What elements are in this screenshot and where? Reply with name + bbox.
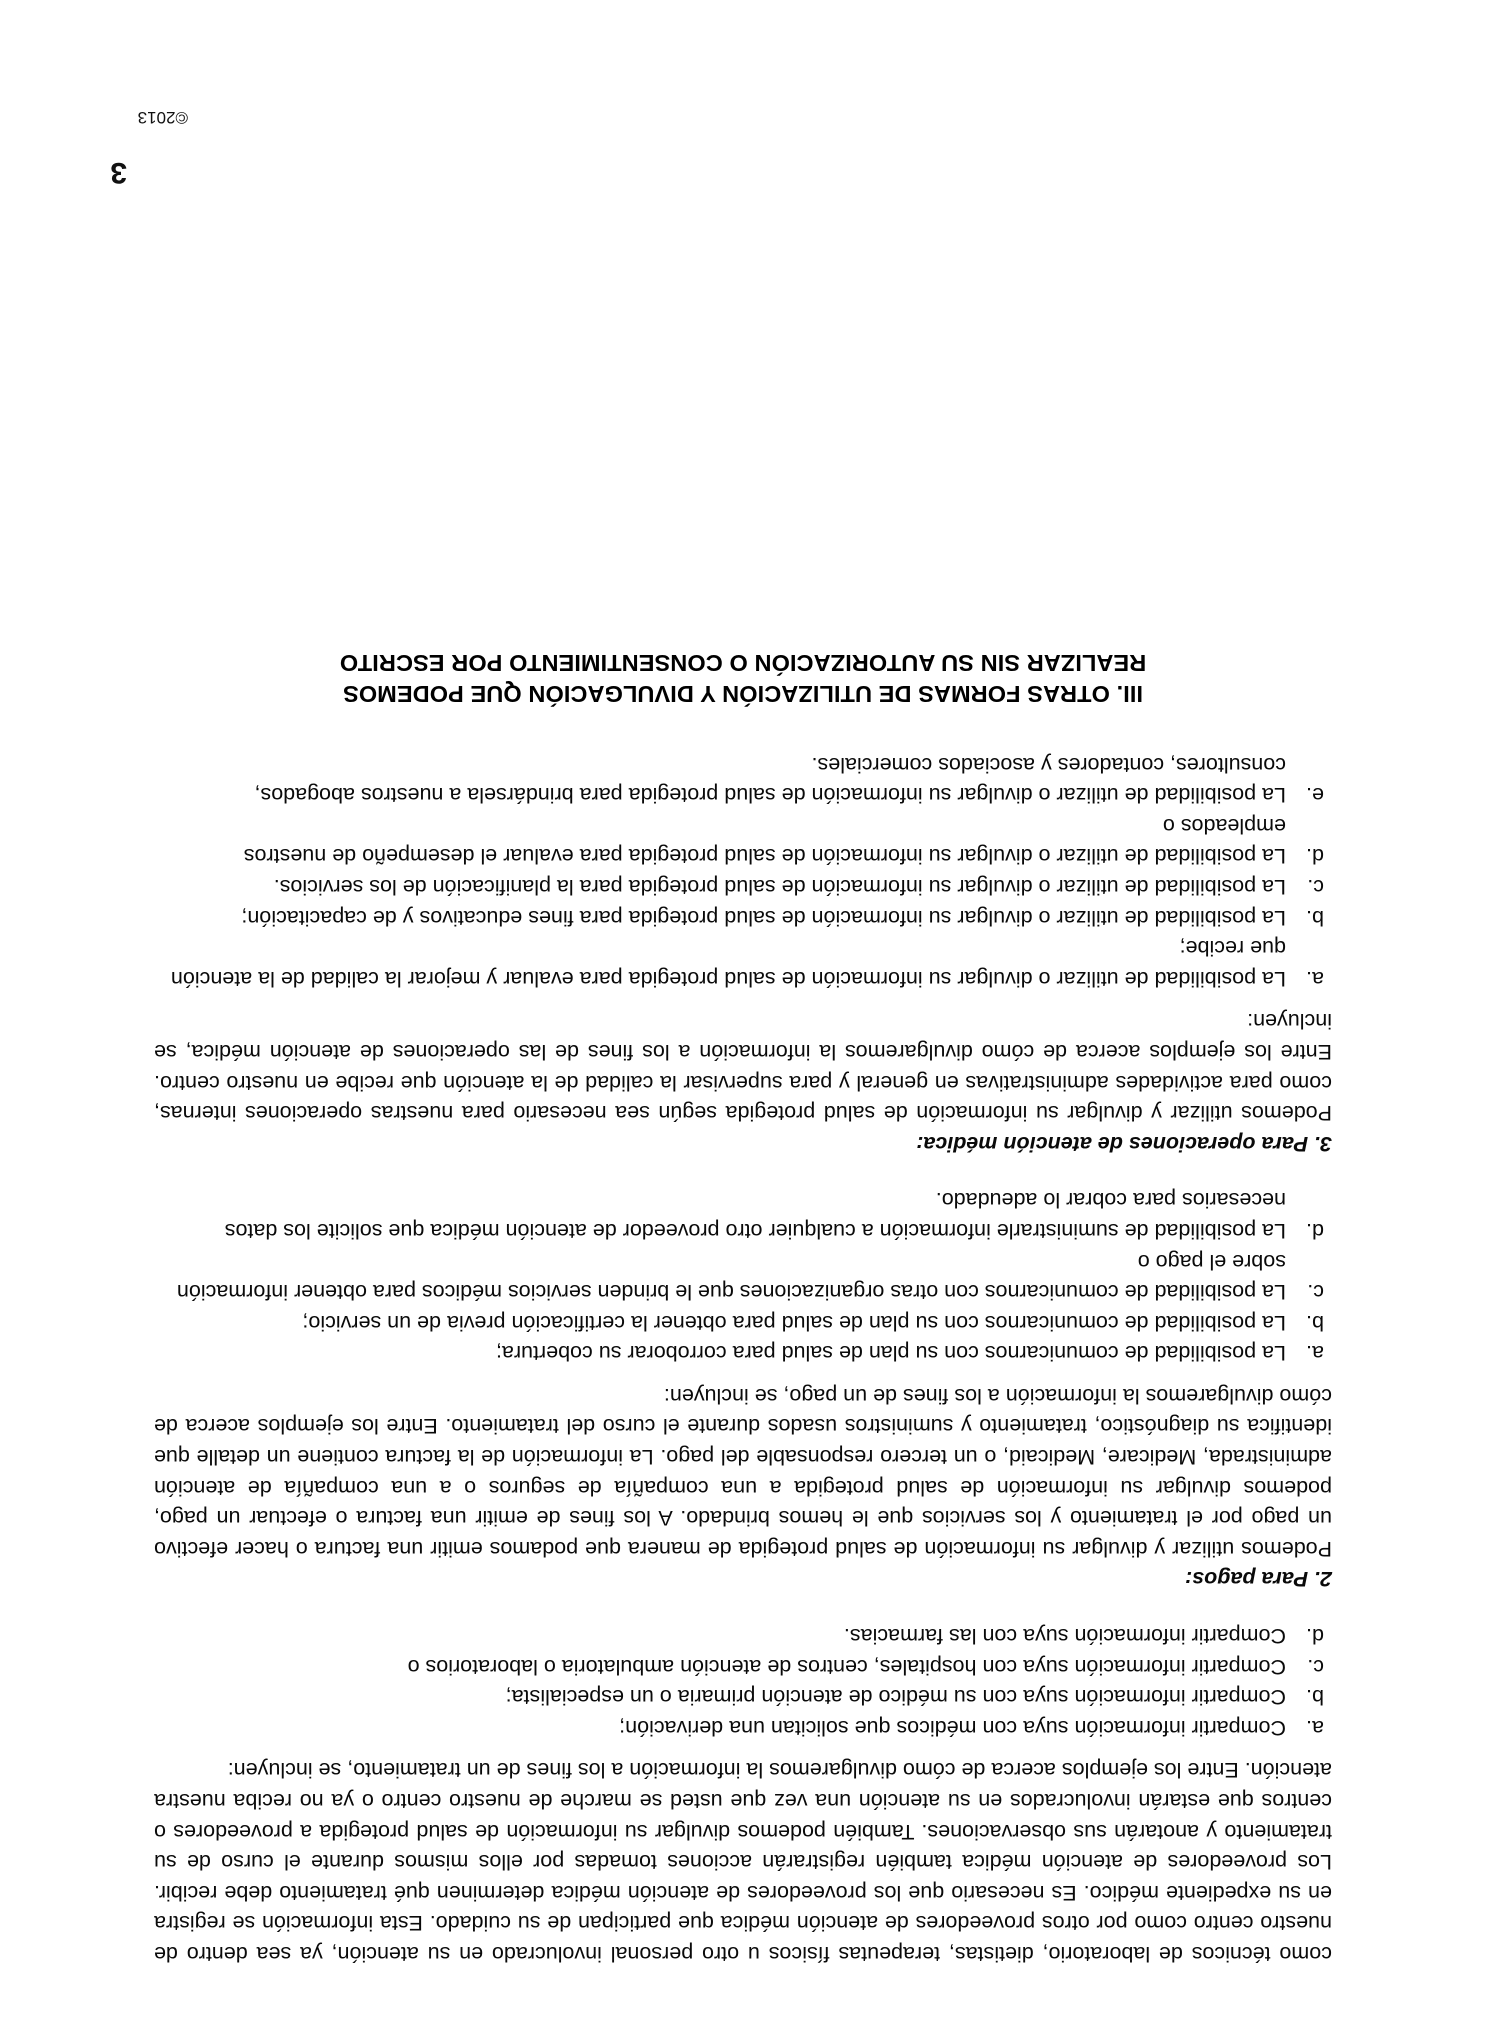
list-item-text: La posibilidad de comunicarnos con otras organizaciones que le brinden servicios médicos para obtener información sobre el pago o [176, 1249, 1286, 1305]
heading-iii-line-1: III. OTRAS FORMAS DE UTILIZACIÓN Y DIVULGACIÓN QUE PODEMOS [342, 681, 1144, 708]
list-marker: e. [1306, 783, 1324, 808]
list-marker: c. [1307, 1280, 1324, 1305]
list-item-text: La posibilidad de utilizar o divulgar su información de salud protegida para brindársela a nuestros abogados, consultores, contadores y asociados comerciales. [254, 752, 1286, 808]
section-heading-iii [154, 647, 1332, 709]
list-operaciones [154, 749, 1332, 994]
spacer [154, 709, 1332, 749]
list-marker: b. [1306, 1685, 1324, 1710]
list-item-text: La posibilidad de utilizar o divulgar su información de salud protegida para fines educativos y de capacitación; [241, 905, 1286, 930]
paragraph-pagos-intro: Podemos utilizar y divulgar su información de salud protegida de manera que podamos emitir una factura o hacer efectivo un pago por el tratamiento y los servicios que le hemos brindado. A los fines de emitir una factura o efectuar un pago, podemos divulgar su información de salud protegida a una compañía de seguros o a una compañía de atención administrada, Medicare, Medicaid, o un tercero responsable del pago. La información de la factura contiene un detalle que identifica su diagnóstico, tratamiento y suministros usados durante el curso del tratamiento. Entre los ejemplos acerca de cómo divulgaremos la información a los fines de un pago, se incluyen: [154, 1383, 1332, 1561]
spacer [154, 1159, 1332, 1185]
list-marker: a. [1306, 1715, 1324, 1740]
list-item [154, 1338, 1332, 1369]
list-item-text: La posibilidad de utilizar o divulgar su información de salud protegida para la planificación de los servicios. [273, 875, 1286, 899]
section-heading-operaciones: 3. Para operaciones de atención médica: [916, 1131, 1332, 1156]
copyright-notice: ©2013 [137, 108, 188, 127]
list-marker: c. [1307, 1654, 1324, 1679]
list-marker: b. [1306, 905, 1324, 930]
list-item-text: La posibilidad de comunicarnos con su plan de salud para corroborar su cobertura; [496, 1341, 1286, 1366]
list-item [154, 1185, 1332, 1246]
list-tratamiento [154, 1620, 1332, 1742]
page-number: 3 [110, 156, 127, 189]
list-item [154, 810, 1332, 871]
list-item-text: Compartir información suya con hospitales, centros de atención ambulatoria o laboratorios o [407, 1654, 1286, 1679]
list-item-text: Compartir información suya con médicos que solicitan una derivación; [619, 1715, 1286, 1740]
list-marker: b. [1306, 1310, 1324, 1335]
page-content [154, 647, 1332, 1969]
paragraph-tratamiento-continued: como técnicos de laboratorio, dietistas, terapeutas físicos u otro personal involucrado en su atención, ya sea dentro de nuestro centro como por otros proveedores de atención médica que participan de su cuidado. Esta información se registra en su expediente médico. Es necesario que los proveedores de atención médica determinen qué tratamiento debe recibir. Los proveedores de atención médica también registrarán acciones tomadas por ellos mismos durante el curso de su tratamiento y anotarán sus observaciones. También podemos divulgar su información de salud protegida a proveedores o centros que estarán involucrados en su atención una vez que usted se marche de nuestro centro o ya no reciba nuestra atención. Entre los ejemplos acerca de cómo divulgaremos la información a los fines de un tratamiento, se incluyen: [154, 1758, 1332, 1966]
section-heading-pagos: 2. Para pagos: [1185, 1567, 1332, 1592]
spacer [154, 994, 1332, 1006]
list-item [154, 1651, 1332, 1682]
list-item-text: Compartir información suya con las farmacias. [843, 1624, 1286, 1649]
list-marker: d. [1306, 1218, 1324, 1243]
list-item [154, 871, 1332, 902]
paragraph-operaciones-intro: Podemos utilizar y divulgar su información de salud protegida según sea necesario para nuestras operaciones internas, como para actividades administrativas en general y para supervisar la calidad de la atención que recibe en nuestro centro. Entre los ejemplos acerca de cómo divulgaremos la información a los fines de las operaciones de atención médica, se incluyen: [154, 1009, 1332, 1126]
list-item-text: La posibilidad de utilizar o divulgar su información de salud protegida para evaluar y mejorar la calidad de la atención que recibe; [170, 936, 1286, 991]
list-item-text: La posibilidad de utilizar o divulgar su información de salud protegida para evaluar el desempeño de nuestros empleados o [243, 813, 1286, 869]
list-pagos [154, 1185, 1332, 1369]
list-item-text: Compartir información suya con su médico de atención primaria o un especialista; [505, 1685, 1286, 1710]
list-item [154, 902, 1332, 933]
spacer [154, 1594, 1332, 1620]
list-item [154, 1246, 1332, 1307]
heading-iii-line-2: REALIZAR SIN SU AUTORIZACIÓN O CONSENTIMIENTO POR ESCRITO [339, 650, 1147, 677]
spacer [154, 1743, 1332, 1755]
list-item-text: La posibilidad de suministrarle información a cualquier otro proveedor de atención médica que solicite los datos necesarios para cobrar lo adeudado. [224, 1188, 1286, 1243]
list-marker: d. [1306, 844, 1324, 869]
list-item-text: La posibilidad de comunicarnos con su plan de salud para obtener la certificación previa de un servicio; [302, 1310, 1286, 1335]
list-marker: d. [1306, 1624, 1324, 1649]
list-item [154, 1682, 1332, 1713]
spacer [154, 1368, 1332, 1380]
list-item [154, 1307, 1332, 1338]
list-marker: a. [1306, 1341, 1324, 1366]
list-marker: c. [1307, 875, 1324, 899]
list-marker: a. [1306, 966, 1324, 991]
list-item [154, 749, 1332, 810]
list-item [154, 1712, 1332, 1743]
list-item [154, 933, 1332, 994]
list-item [154, 1620, 1332, 1651]
